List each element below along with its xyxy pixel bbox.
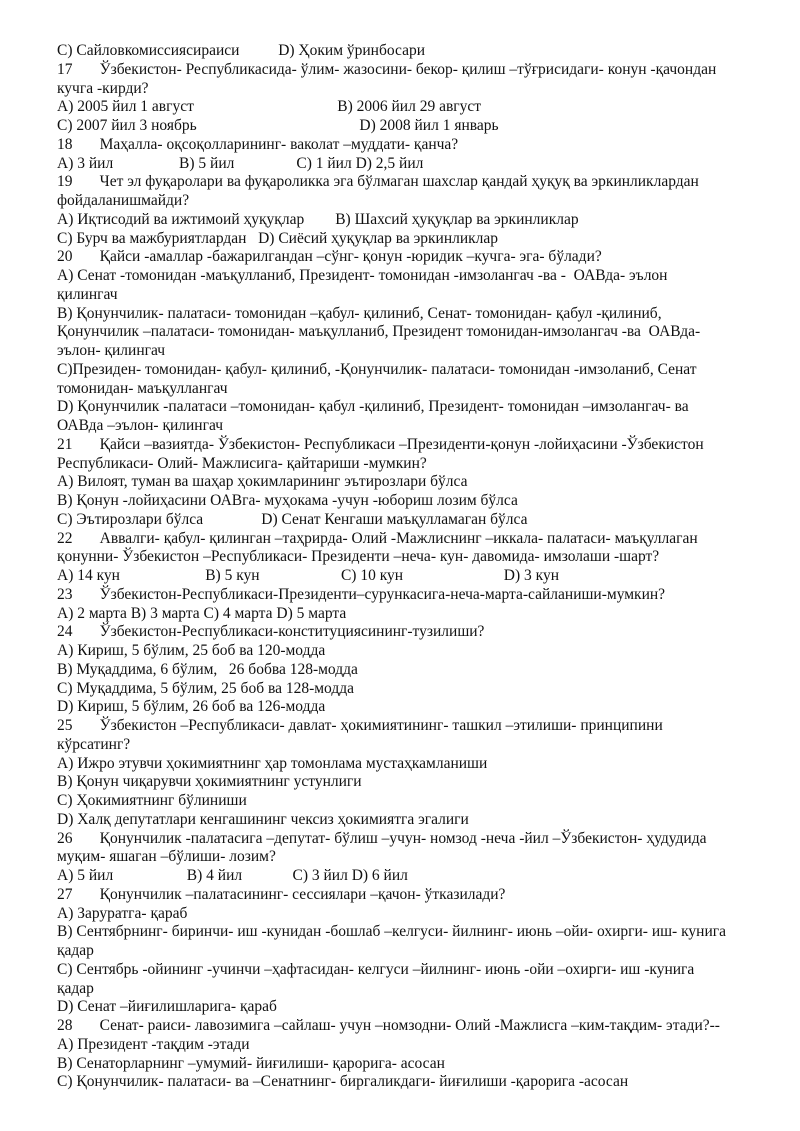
text-line: Қонунчилик –палатаси- томонидан- маъқулланиб, Президент томонидан-имзолангач -ва ОАВда-	[57, 323, 701, 341]
text-line: D) Сенат –йиғилишларига- қараб	[57, 998, 277, 1016]
text-line: 26 Қонунчилик -палатасига –депутат- бўлиш –учун- номзод -неча -йил –Ўзбекистон- ҳудудида	[57, 829, 707, 847]
text-line: А) Президент -тақдим -этади	[57, 1035, 250, 1053]
text-line: 22 Аввалги- қабул- қилинган –таҳрирда- Олий -Мажлиснинг –иккала- палатаси- маъқуллаган	[57, 529, 698, 547]
text-line: 21 Қайси –вазиятда- Ўзбекистон- Республикаси –Президенти-қонун -лойиҳасини -Ўзбекистон	[57, 435, 704, 453]
text-line: 23 Ўзбекистон-Республикаси-Президенти–сурункасига-неча-марта-сайланиши-мумкин?	[57, 585, 666, 603]
text-line: кучга -кирди?	[57, 79, 149, 97]
text-line: А) 5 йил В) 4 йил С) 3 йил D) 6 йил	[57, 867, 408, 884]
text-line: А) Иқтисодий ва ижтимоий ҳуқуқлар В) Шахсий ҳуқуқлар ва эркинликлар	[57, 210, 579, 228]
text-line: D) Халқ депутатлари кенгашининг чексиз ҳокимиятга эгалиги	[57, 810, 469, 828]
text-line: А) 14 кун В) 5 кун С) 10 кун D) 3 кун	[57, 567, 560, 584]
text-line: қадар	[57, 942, 94, 959]
text-line: С) Сайловкомиссиясираиси D) Ҳоким ўринбосари	[57, 42, 425, 59]
text-line: 24 Ўзбекистон-Республикаси-конституциясининг-тузилиши?	[57, 623, 485, 641]
text-line: В) Қонун -лойиҳасини ОАВга- муҳокама -учун -юбориш лозим бўлса	[57, 492, 518, 509]
text-line: 18 Маҳалла- оқсоқолларининг- ваколат –муддати- қанча?	[57, 135, 459, 153]
text-line: 20 Қайси -амаллар -бажарилгандан –сўнг- қонун -юридик –кучга- эга- бўлади?	[57, 248, 602, 266]
text-line: кўрсатинг?	[57, 735, 131, 753]
text-line: фойдаланишмайди?	[57, 192, 190, 209]
text-line: С) Қонунчилик- палатаси- ва –Сенатнинг- биргаликдаги- йиғилиши -қарорига -асосан	[57, 1073, 629, 1091]
text-line: ОАВда –эълон- қилингач	[57, 417, 224, 434]
text-line: А) 2005 йил 1 август В) 2006 йил 29 август	[57, 98, 482, 116]
text-line: С) Ҳокимиятнинг бўлиниши	[57, 792, 247, 809]
text-line: В) Муқаддима, 6 бўлим, 26 бобва 128-модда	[57, 660, 358, 678]
text-line: В) Сенаторларнинг –умумий- йиғилиши- қарорига- асосан	[57, 1054, 445, 1072]
text-line: А) 3 йил В) 5 йил С) 1 йил D) 2,5 йил	[57, 154, 424, 172]
text-line: қонунни- Ўзбекистон –Республикаси- Президенти –неча- кун- давомида- имзолаши -шарт?	[57, 548, 660, 566]
text-line: 27 Қонунчилик –палатасининг- сессиялари –қачон- ўтказилади?	[57, 885, 506, 903]
text-line: муқим- яшаган –бўлиши- лозим?	[57, 848, 276, 866]
text-line: D) Қонунчилик -палатаси –томонидан- қабул -қилиниб, Президент- томонидан –имзолангач- ва	[57, 398, 689, 416]
text-line: D) Кириш, 5 бўлим, 26 боб ва 126-модда	[57, 698, 326, 716]
text-line: В) Қонунчилик- палатаси- томонидан –қабул- қилиниб, Сенат- томонидан- қабул -қилиниб,	[57, 304, 662, 322]
text-line: С) Муқаддима, 5 бўлим, 25 боб ва 128-модда	[57, 679, 354, 697]
text-line: 17 Ўзбекистон- Республикасида- ўлим- жазосини- бекор- қилиш –тўғрисидаги- конун -қачондан	[57, 60, 717, 78]
text-line: С) Сентябрь -ойининг -учинчи –ҳафтасидан- келгуси –йилнинг- июнь -ойи –охирги- иш -кунига	[57, 960, 695, 978]
text-line: А) Заруратга- қараб	[57, 904, 188, 922]
text-line: 25 Ўзбекистон –Республикаси- давлат- ҳокимиятининг- ташкил –этилиши- принципини	[57, 717, 663, 734]
text-line: А) 2 марта В) 3 марта С) 4 марта D) 5 марта	[57, 604, 347, 622]
quiz-text	[57, 42, 780, 1092]
text-line: қилингач	[57, 285, 118, 303]
text-line: эълон- қилингач	[57, 342, 166, 359]
text-line: С)Президен- томонидан- қабул- қилиниб, -Қонунчилик- палатаси- томонидан -имзоланиб, Сенат	[57, 360, 697, 378]
text-line: А) Ижро этувчи ҳокимиятнинг ҳар томонлама мустаҳкамланиши	[57, 754, 488, 772]
text-line: 28 Сенат- раиси- лавозимига –сайлаш- учун –номзодни- Олий -Мажлисга –ким-тақдим- этади?--	[57, 1017, 720, 1034]
text-line: В) Сентябрнинг- биринчи- иш -кунидан -бошлаб –келгуси- йилнинг- июнь –ойи- охирги- иш- кунига	[57, 923, 726, 941]
text-line: А) Кириш, 5 бўлим, 25 боб ва 120-модда	[57, 642, 326, 659]
text-line: В) Қонун чиқарувчи ҳокимиятнинг устунлиги	[57, 773, 362, 791]
text-line: С) 2007 йил 3 ноябрь D) 2008 йил 1 январь	[57, 117, 499, 134]
text-line: томонидан- маъқуллангач	[57, 379, 228, 397]
text-line: қадар	[57, 979, 94, 997]
text-line: С) Эътирозлари бўлса D) Сенат Кенгаши маъқулламаган бўлса	[57, 510, 528, 528]
text-line: А) Сенат -томонидан -маъқулланиб, Президент- томонидан -имзолангач -ва - ОАВда- эълон	[57, 267, 668, 284]
text-line: 19 Чет эл фуқаролари ва фуқароликка эга бўлмаган шахслар қандай ҳуқуқ ва эркинликлардан	[57, 173, 699, 191]
text-line: Республикаси- Олий- Мажлисига- қайтариши -мумкин?	[57, 454, 427, 472]
text-line: А) Вилоят, туман ва шаҳар ҳокимларининг эътирозлари бўлса	[57, 473, 468, 491]
text-line: С) Бурч ва мажбуриятлардан D) Сиёсий ҳуқуқлар ва эркинликлар	[57, 229, 499, 247]
